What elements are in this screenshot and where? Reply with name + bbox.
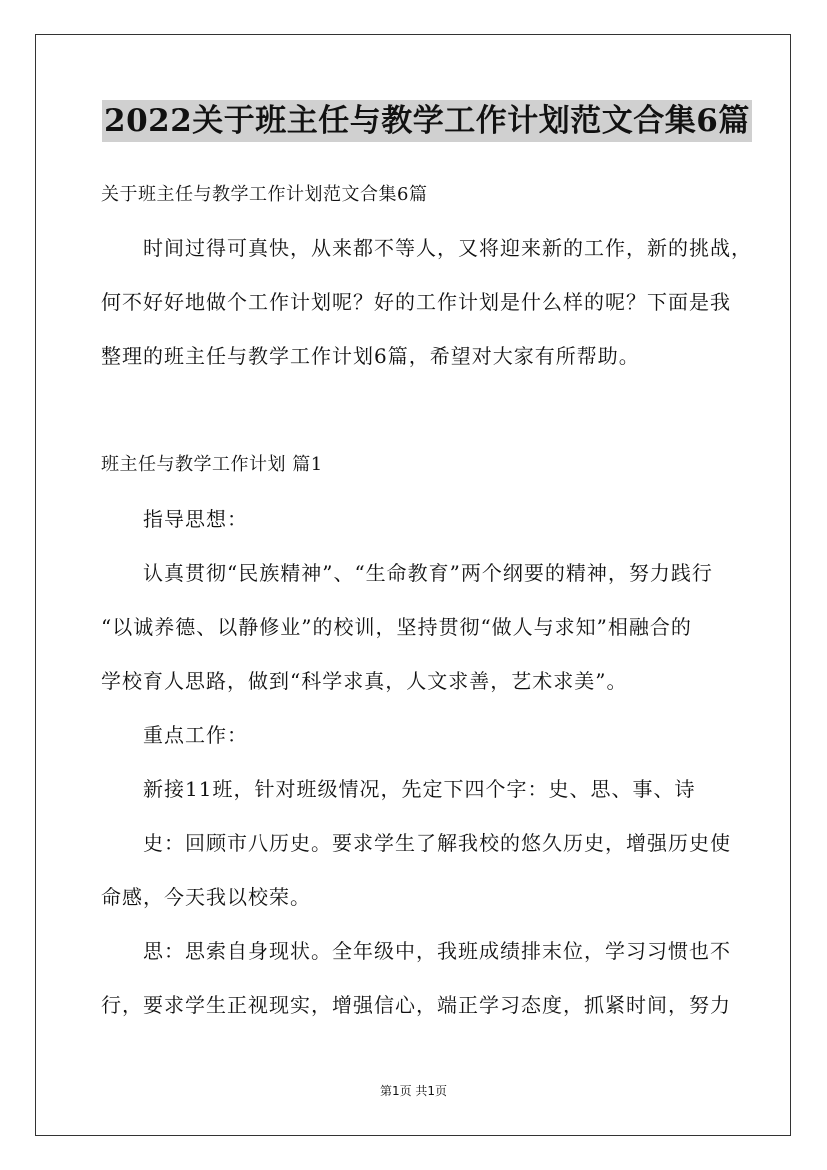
document-title: 2022关于班主任与教学工作计划范文合集6篇	[102, 100, 752, 142]
body-line: 思：思索自身现状。全年级中，我班成绩排末位，学习习惯也不	[143, 939, 731, 963]
document-subtitle: 关于班主任与教学工作计划范文合集6篇	[101, 184, 428, 205]
page-footer: 第1页 共1页	[379, 1084, 448, 1098]
body-line: 重点工作：	[143, 723, 248, 747]
body-line: 史：回顾市八历史。要求学生了解我校的悠久历史，增强历史使	[143, 831, 731, 855]
intro-line-1: 时间过得可真快，从来都不等人，又将迎来新的工作，新的挑战，	[143, 236, 752, 260]
intro-line-2: 何不好好地做个工作计划呢？好的工作计划是什么样的呢？下面是我	[101, 290, 731, 314]
body-line: 学校育人思路，做到“科学求真，人文求善，艺术求美”。	[101, 669, 628, 693]
body-line: 命感，今天我以校荣。	[101, 885, 311, 909]
body-line: 行，要求学生正视现实，增强信心，端正学习态度，抓紧时间，努力	[101, 993, 731, 1017]
intro-line-3: 整理的班主任与教学工作计划6篇，希望对大家有所帮助。	[101, 344, 640, 368]
body-line: 新接11班，针对班级情况，先定下四个字：史、思、事、诗	[143, 777, 696, 801]
body-line: “以诚养德、以静修业”的校训，坚持贯彻“做人与求知”相融合的	[101, 615, 692, 639]
body-line: 认真贯彻“民族精神”、“生命教育”两个纲要的精神，努力践行	[143, 561, 713, 585]
body-line: 指导思想：	[143, 507, 248, 531]
section-heading: 班主任与教学工作计划 篇1	[101, 454, 323, 475]
